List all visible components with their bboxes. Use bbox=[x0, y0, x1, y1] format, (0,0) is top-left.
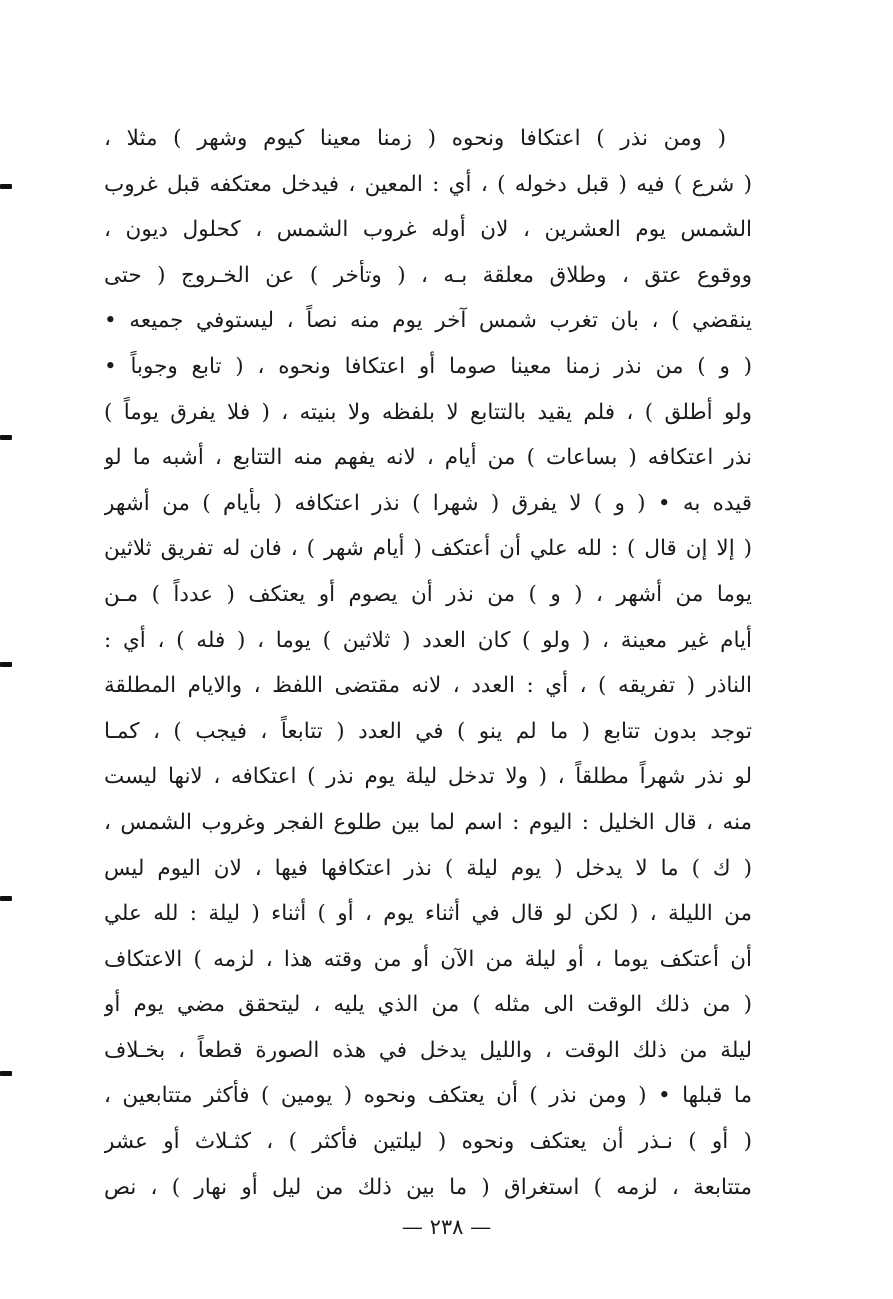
text-line: ( من ذلك الوقت الى مثله ) من الذي يليه ، ليتحقق مضي يوم أو bbox=[104, 992, 752, 1018]
text-line: ( ك ) ما لا يدخل ( يوم ليلة ) نذر اعتكافها فيها ، لان اليوم ليس bbox=[104, 855, 752, 881]
text-line: ليلة من ذلك الوقت ، والليل يدخل في هذه الصورة قطعاً ، بخـلاف bbox=[104, 1037, 752, 1063]
text-line: يوما من أشهر ، ( و ) من نذر أن يصوم أو يعتكف ( عدداً ) مـن bbox=[104, 581, 752, 607]
margin-tick-5 bbox=[0, 1071, 12, 1076]
text-line: الشمس يوم العشرين ، لان أوله غروب الشمس ، كحلول ديون ، bbox=[104, 217, 752, 243]
text-line: توجد بدون تتابع ( ما لم ينو ) في العدد ( تتابعاً ، فيجب ) ، كمـا bbox=[104, 718, 752, 744]
text-line: متتابعة ، لزمه ) استغراق ( ما بين ذلك من ليل أو نهار ) ، نص bbox=[104, 1174, 752, 1200]
margin-tick-2 bbox=[0, 435, 12, 440]
text-line: ووقوع عتق ، وطلاق معلقة بـه ، ( وتأخر ) عن الخـروج ( حتى bbox=[104, 262, 752, 288]
text-line: قيده به • ( و ) لا يفرق ( شهرا ) نذر اعتكافه ( بأيام ) من أشهر bbox=[104, 490, 752, 516]
text-line: من الليلة ، ( لكن لو قال في أثناء يوم ، أو ) أثناء ( ليلة : لله علي bbox=[104, 901, 752, 927]
text-line: ( ومن نذر ) اعتكافا ونحوه ( زمنا معينا كيوم وشهر ) مثلا ، bbox=[104, 126, 726, 151]
text-line: أن أعتكف يوما ، أو ليلة من الآن أو من وقته هذا ، لزمه ) الاعتكاف bbox=[104, 946, 752, 972]
text-line: نذر اعتكافه ( بساعات ) من أيام ، لانه يفهم منه التتابع ، أشبه ما لو bbox=[104, 445, 752, 471]
text-line: ( أو ) نـذر أن يعتكف ونحوه ( ليلتين فأكثر ) ، كثـلاث أو عشر bbox=[104, 1129, 752, 1155]
text-line: ينقضي ) ، بان تغرب شمس آخر يوم منه نصاً ، ليستوفي جميعه • bbox=[104, 308, 752, 334]
page-number: — ٢٣٨ — bbox=[401, 1215, 492, 1239]
margin-tick-3 bbox=[0, 662, 12, 667]
text-line: ( و ) من نذر زمنا معينا صوما أو اعتكافا ونحوه ، ( تابع وجوباً • bbox=[104, 353, 752, 379]
margin-tick-4 bbox=[0, 896, 12, 901]
text-line: ( إلا إن قال ) : لله علي أن أعتكف ( أيام شهر ) ، فان له تفريق ثلاثين bbox=[104, 536, 752, 562]
text-line: الناذر ( تفريقه ) ، أي : العدد ، لانه مقتضى اللفظ ، والايام المطلقة bbox=[104, 673, 752, 699]
text-line: لو نذر شهراً مطلقاً ، ( ولا تدخل ليلة يوم نذر ) اعتكافه ، لانها ليست bbox=[104, 764, 752, 790]
body-text bbox=[104, 116, 752, 1210]
text-line: ( شرع ) فيه ( قبل دخوله ) ، أي : المعين ، فيدخل معتكفه قبل غروب bbox=[104, 171, 752, 197]
text-line: ما قبلها • ( ومن نذر ) أن يعتكف ونحوه ( يومين ) فأكثر متتابعين ، bbox=[104, 1083, 752, 1109]
text-line: أيام غير معينة ، ( ولو ) كان العدد ( ثلاثين ) يوما ، ( فله ) ، أي : bbox=[104, 627, 752, 653]
margin-tick-1 bbox=[0, 184, 12, 189]
text-line: ولو أطلق ) ، فلم يقيد بالتتابع لا بلفظه ولا بنيته ، ( فلا يفرق يوماً ) bbox=[104, 399, 752, 425]
text-line: منه ، قال الخليل : اليوم : اسم لما بين طلوع الفجر وغروب الشمس ، bbox=[104, 809, 752, 835]
